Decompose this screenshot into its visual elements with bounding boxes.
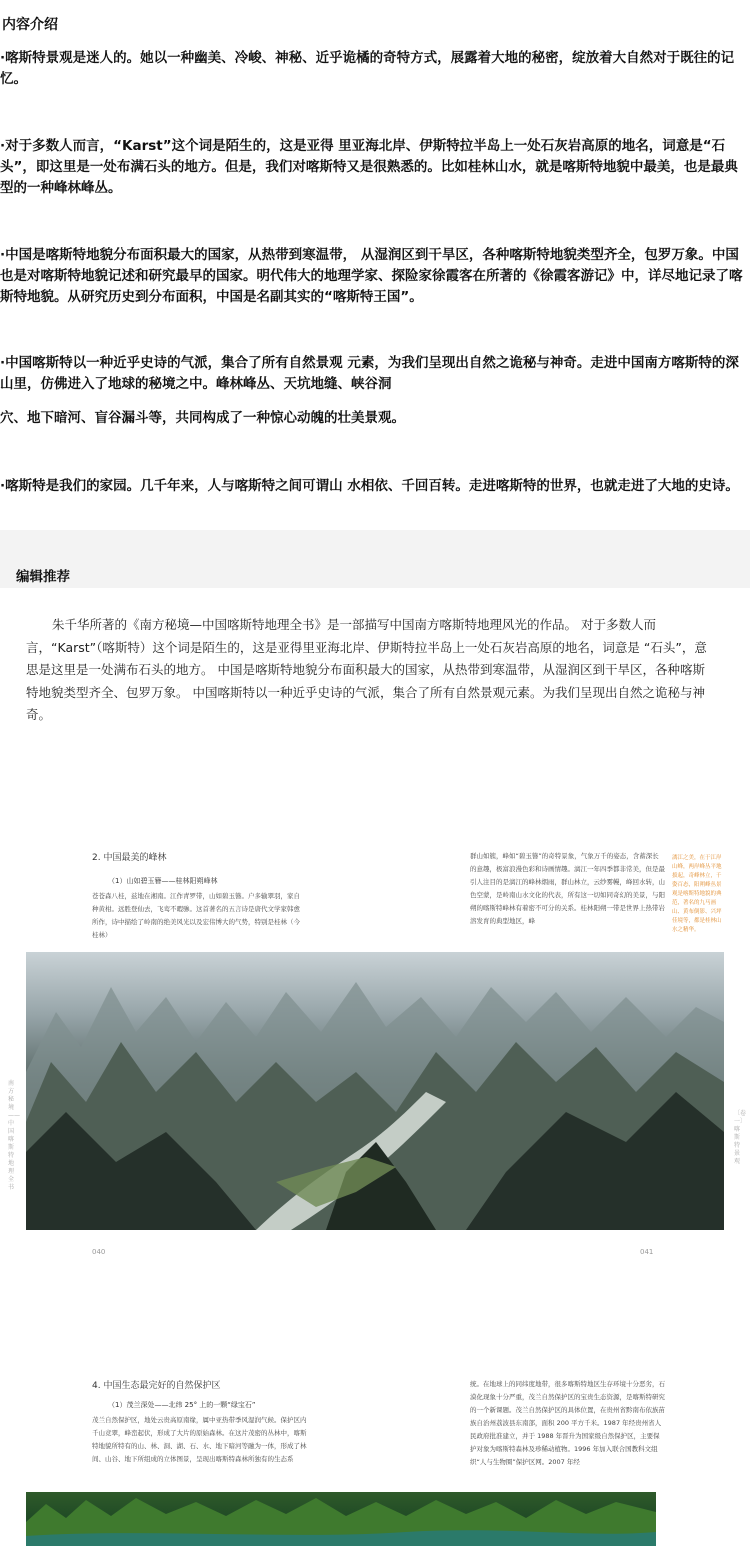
spread-heading: 2. 中国最美的峰林 (92, 853, 167, 863)
spread-heading: 4. 中国生态最完好的自然保护区 (92, 1381, 221, 1391)
intro-paragraph-4: ·中国喀斯特以一种近乎史诗的气派，集合了所有自然景观 元素，为我们呈现出自然之诡秘与神奇。走进中国南方喀斯特的深山里，仿佛进入了地球的秘境之中。峰林峰丛、天坑地缝、峡谷洞 (0, 355, 739, 392)
forest-lake-photo (26, 1492, 656, 1546)
forest-illustration (26, 1492, 656, 1546)
page-number-left: 040 (92, 1248, 106, 1256)
karst-peaks-photo (26, 952, 724, 1230)
spread-right-text: 群山如簇，峰如“碧玉簪”的奇特景象，气象万千的姿态，含蓄深长的意趣，极富浪漫色彩和诗画情趣。漓江一年四季都非常美，但是最引人注目的是漓江的峰林烟雨，群山林立，云纱雾幔，峰回水转，山色空蒙，是岭南山水文化的代表，所有这一切如同奇幻的美景，与阳朔的喀斯特峰林有着密不可分的关系。桂林阳朔一带是世界上热带岩溶发育的典型地区，峰 (470, 852, 665, 925)
editor-band (0, 530, 750, 588)
spread-subheading: （1）茂兰深处——北纬 25° 上的一颗“绿宝石” (108, 1401, 256, 1409)
intro-paragraph-6: ·喀斯特是我们的家园。几千年来，人与喀斯特之间可谓山 水相依、千回百转。走进喀斯特的世界，也就走进了大地的史诗。 (0, 478, 739, 494)
spread-subheading: （1）山如碧玉簪——桂林阳朔峰林 (108, 877, 218, 885)
spread-right-text: 统。在地球上的同纬度地带，很多喀斯特地区生存环境十分恶劣，石漠化现象十分严重，茂兰自然保护区的宝贵生态资源，是喀斯特研究的一个新课题。茂兰自然保护区的具体位置，在贵州省黔南布依族苗族自治州荔波县东南部，面积 200 平方千米。1987 年经贵州省人民政府批准建立，并于 1988 年晋升为国家级自然保护区，主要保护对象为喀斯特森林及珍稀动植物。1996 年加入联合国教科文组织“人与生物圈”保护区网。2007 年经 (470, 1380, 665, 1466)
spread-left-text: 茂兰自然保护区，地处云贵高原南缘，属中亚热带季风湿润气候。保护区内千山竞翠，峰峦起伏，形成了大片的原始森林。在这片茂密的丛林中，喀斯特地貌所特有的山、林、洞、湖、石、水、地下暗河等融为一体，形成了林间、山谷、地下所组成的立体图景，呈现出喀斯特森林所独有的生态系 (92, 1416, 307, 1463)
intro-paragraph-3: ·中国是喀斯特地貌分布面积最大的国家，从热带到寒温带， 从湿润区到干旱区，各种喀斯特地貌类型齐全，包罗万象。中国也是对喀斯特地貌记述和研究最早的国家。明代伟大的地理学家、探险家徐霞客在所著的《徐霞客游记》中，详尽地记录了喀斯特地貌。从研究历史到分布面积，中国是名副其实的“喀斯特王国”。 (0, 247, 743, 305)
karst-landscape-illustration (26, 952, 724, 1230)
intro-paragraph-1: ·喀斯特景观是迷人的。她以一种幽美、冷峻、神秘、近乎诡橘的奇特方式，展露着大地的秘密，绽放着大自然对于既往的记忆。 (0, 50, 735, 87)
editor-recommend-title: 编辑推荐 (16, 569, 70, 585)
page-number-right: 041 (640, 1248, 654, 1256)
book-spread-1 (26, 836, 724, 1266)
section-title: 内容介绍 (2, 17, 58, 33)
spread-left-text: 苍苍森八桂，兹地在湘南。江作青罗带，山如碧玉簪。户多输翠羽，家自种黄柑。远胜登仙去，飞鸾不暇骖。这首著名的五言诗是唐代文学家韩愈所作，诗中描绘了岭南的绝美风光以及宏伟博大的气势，特别是桂林（今桂林） (92, 892, 300, 939)
book-spread-2 (26, 1370, 724, 1546)
intro-paragraph-2: ·对于多数人而言，“Karst”这个词是陌生的，这是亚得 里亚海北岸、伊斯特拉半岛上一处石灰岩高原的地名，词意是“石头”，即这里是一处布满石头的地方。但是，我们对喀斯特又是很熟悉的。比如桂林山水，就是喀斯特地貌中最美，也是最典型的一种峰林峰丛。 (0, 138, 738, 196)
intro-paragraph-5: 穴、地下暗河、盲谷漏斗等，共同构成了一种惊心动魄的壮美景观。 (0, 410, 405, 426)
spread-margin-right: 〔卷一〕喀斯特景观 (734, 1110, 747, 1165)
editor-recommend-text: 朱千华所著的《南方秘境—中国喀斯特地理全书》是一部描写中国南方喀斯特地理风光的作品。 对于多数人而言，“Karst”（喀斯特）这个词是陌生的，这是亚得里亚海北岸、伊斯特拉半岛上一处石灰岩高原的地名，词意是 “石头”，意思是这里是一处满布石头的地方。 中国是喀斯特地貌分布面积最大的国家，从热带到寒温带，从湿润区到干旱区，各种喀斯特地貌类型齐全、包罗万象。 中国喀斯特以一种近乎史诗的气派，集合了所有自然景观元素。为我们呈现出自然之诡秘与神奇。 (26, 617, 707, 722)
spread-margin-left: 南方秘境——中国喀斯特地理全书 (8, 1080, 20, 1191)
spread-side-note: 漓江之美，在于江岸山峰，两岸峰丛平地拔起，奇峰林立，千姿百态，阳朔峰丛景观是喀斯特地貌的典范，著名的九马画山、黄布倒影、兴坪佳境等，都是桂林山水之精华。 (672, 855, 722, 933)
